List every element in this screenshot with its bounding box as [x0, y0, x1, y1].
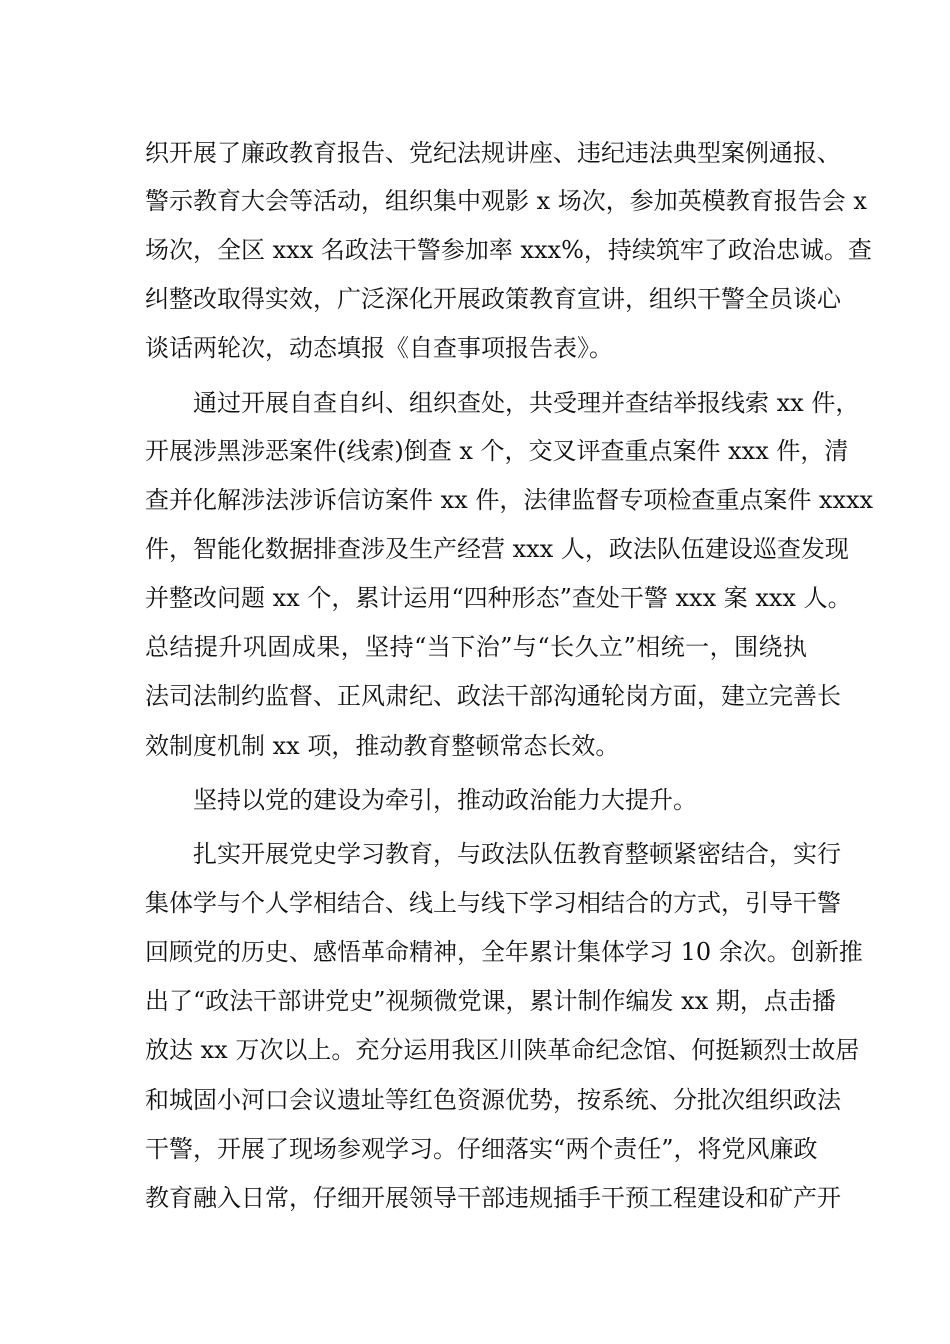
text-line: 放达 xx 万次以上。充分运用我区川陕革命纪念馆、何挺颖烈士故居 — [145, 1036, 860, 1064]
paragraph-first-line: 通过开展自查自纠、组织查处，共受理并查结举报线索 xx 件， — [193, 389, 860, 417]
text-line: 开展涉黑涉恶案件(线索)倒查 x 个，交叉评查重点案件 xxx 件，清 — [145, 437, 849, 465]
text-line: 件，智能化数据排查涉及生产经营 xxx 人，政法队伍建设巡查发现 — [145, 535, 849, 563]
text-line: 和城固小河口会议遗址等红色资源优势，按系统、分批次组织政法 — [145, 1086, 841, 1114]
text-line: 警示教育大会等活动，组织集中观影 x 场次，参加英模教育报告会 x — [145, 187, 867, 215]
text-line: 并整改问题 xx 个，累计运用“四种形态”查处干警 xxx 案 xxx 人。 — [145, 584, 852, 612]
text-line: 法司法制约监督、正风肃纪、政法干部沟通轮岗方面，建立完善长 — [145, 682, 841, 710]
text-line: 总结提升巩固成果，坚持“当下治”与“长久立”相统一，围绕执 — [145, 633, 807, 661]
text-line: 查并化解涉法涉诉信访案件 xx 件，法律监督专项检查重点案件 xxxx — [145, 486, 874, 514]
text-line: 集体学与个人学相结合、线上与线下学习相结合的方式，引导干警 — [145, 889, 841, 917]
text-line: 回顾党的历史、感悟革命精神，全年累计集体学习 10 余次。创新推 — [145, 938, 863, 966]
text-line: 谈话两轮次，动态填报《自查事项报告表》。 — [145, 334, 613, 362]
text-line: 场次，全区 xxx 名政法干警参加率 xxx%，持续筑牢了政治忠诚。查 — [145, 236, 872, 264]
text-line: 出了“政法干部讲党史”视频微党课，累计制作编发 xx 期，点击播 — [145, 987, 836, 1015]
text-line: 纠整改取得实效，广泛深化开展政策教育宣讲，组织干警全员谈心 — [145, 285, 841, 313]
paragraph-first-line: 扎实开展党史学习教育，与政法队伍教育整顿紧密结合，实行 — [193, 840, 841, 868]
text-line: 效制度机制 xx 项，推动教育整顿常态长效。 — [145, 732, 620, 760]
text-line: 教育融入日常，仔细开展领导干部违规插手干预工程建设和矿产开 — [145, 1184, 841, 1212]
text-line: 织开展了廉政教育报告、党纪法规讲座、违纪违法典型案例通报、 — [145, 139, 841, 167]
section-heading: 坚持以党的建设为牵引，推动政治能力大提升。 — [193, 786, 697, 814]
text-line: 干警，开展了现场参观学习。仔细落实“两个责任”，将党风廉政 — [145, 1135, 818, 1163]
